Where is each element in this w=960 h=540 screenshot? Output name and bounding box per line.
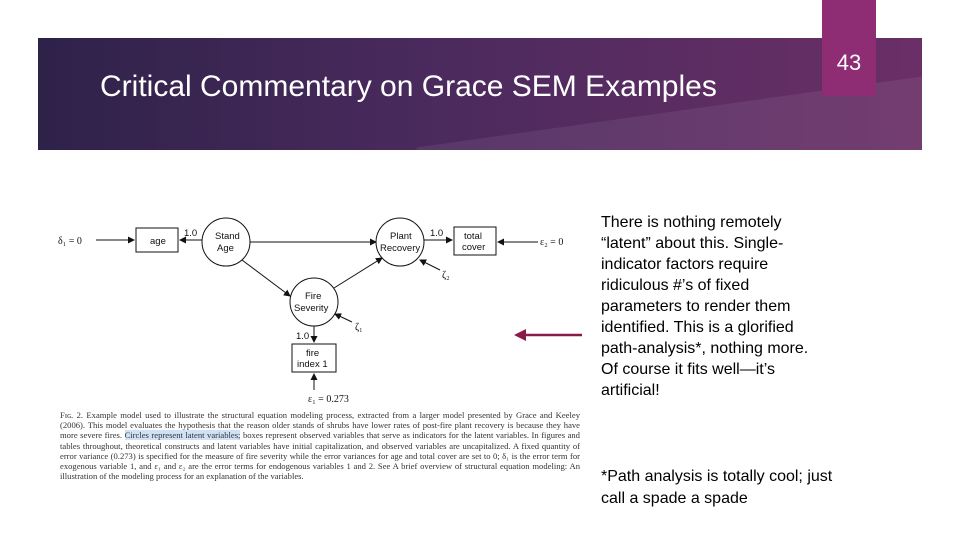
fire-severity-line2: Severity — [294, 303, 329, 314]
fire-index-line2: index 1 — [297, 359, 328, 370]
eps2-label: ε₂ = 0 — [540, 237, 564, 248]
age-loading: 1.0 — [184, 228, 198, 239]
delta1-label: δ₁ = 0 — [58, 236, 82, 247]
age-label: age — [150, 236, 166, 247]
fire-severity-circle — [290, 278, 338, 326]
plant-recovery-line2: Recovery — [380, 243, 421, 254]
stand-age-line2: Age — [217, 243, 234, 254]
fire-loading: 1.0 — [296, 331, 310, 342]
cover-loading: 1.0 — [430, 228, 444, 239]
eps1-label: ε₁ = 0.273 — [308, 394, 349, 405]
plant-recovery-circle — [376, 218, 424, 266]
total-cover-line2: cover — [462, 242, 486, 253]
commentary-text: There is nothing remotely “latent” about this. Single-indicator factors require ridiculous #’s of fixed parameters to render them identified. This is a glorified path-analysis*, nothing more. Of course it fits well—it’s artificial! — [601, 214, 809, 399]
caption-highlight: Circles represent latent variables; — [124, 430, 241, 441]
pointer-arrow — [512, 325, 584, 345]
zeta1-label: ζ₁ — [355, 322, 363, 333]
plant-recovery-line1: Plant — [390, 231, 412, 242]
fire-severity-line1: Fire — [305, 291, 322, 302]
title-banner — [38, 38, 922, 150]
figure-caption — [60, 410, 580, 481]
slide-number: 43 — [836, 50, 862, 75]
stand-age-circle — [202, 218, 250, 266]
caption-rest: boxes represent observed variables that serve as indicators for the latent variables. In figures and tables throughout, theoretical constructs and latent variables have initial capitalization, and observed variables are uncapitalized. A fixed quantity of error variance (0.273) is specified for the measure of fire severity while the error variances for age and total cover are set to 0; δ₁ is the error term for exogenous variable 1, and ε₁ and ε₂ are the error terms for endogenous variables 1 and 2. See A brief overview of structural equation modeling: An illustration of the modeling process for an explanation of the variables. — [60, 430, 580, 482]
total-cover-line1: total — [464, 231, 482, 242]
commentary-footnote: *Path analysis is totally cool; just call a spade a spade — [601, 468, 833, 507]
sem-diagram-svg — [52, 212, 582, 412]
stand-age-line1: Stand — [215, 231, 240, 242]
slide-title: Critical Commentary on Grace SEM Examples — [100, 70, 717, 103]
caption-lead: Fɪɢ. 2. Example model used to illustrate the structural equation modeling process, extracted from a larger model presented by Grace and Keeley (2006). This model evaluates the hypothesis that the reason older stands of shrubs have lower rates of post-fire plant recovery is because they have more severe fires. — [60, 410, 580, 441]
zeta2-label: ζ₂ — [442, 270, 450, 281]
slide-number-tab — [822, 0, 876, 96]
fire-index-line1: fire — [306, 348, 320, 359]
